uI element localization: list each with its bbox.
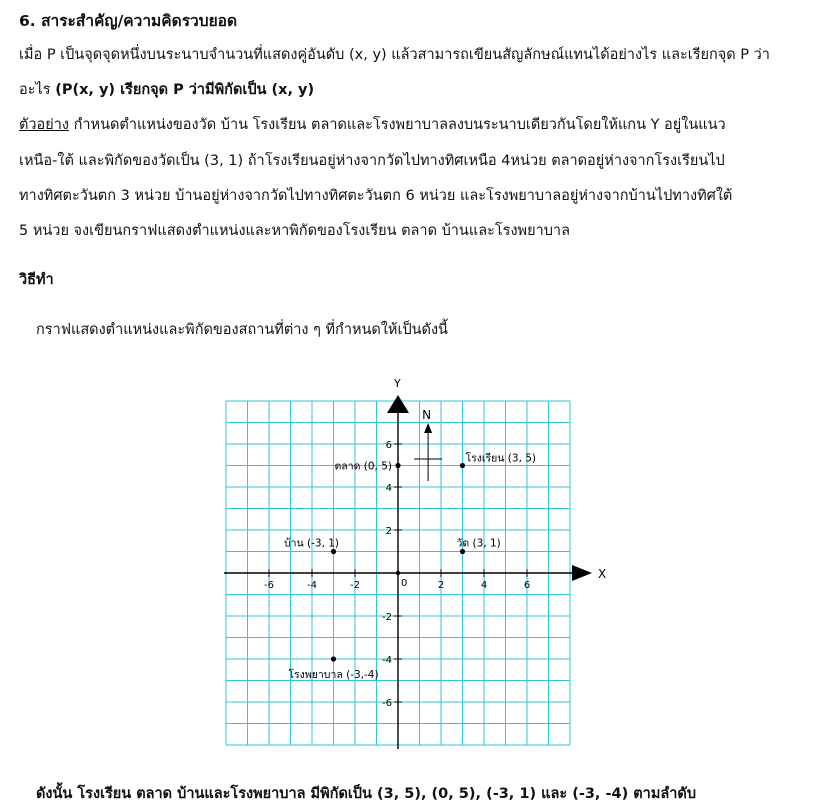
y-axis-arrow	[387, 395, 409, 413]
x-tick-label: -2	[350, 580, 360, 591]
north-label: N	[422, 408, 432, 423]
x-tick-label: -6	[264, 580, 274, 591]
point-label: บ้าน (-3, 1)	[283, 537, 340, 550]
origin-label: 0	[401, 578, 408, 589]
coordinate-definition: (P(x, y) เรียกจุด P ว่ามีพิกัดเป็น (x, y)	[55, 82, 315, 98]
point-label: โรงพยาบาล (-3,-4)	[288, 669, 379, 681]
y-axis-label: Y	[394, 377, 401, 390]
data-point	[460, 549, 465, 554]
y-tick-label: -4	[382, 655, 392, 666]
coordinate-plane	[220, 370, 607, 755]
example-label: ตัวอย่าง	[19, 117, 69, 133]
method-heading: วิธีทำ	[19, 272, 54, 288]
conclusion: ดังนั้น โรงเรียน ตลาด บ้านและโรงพยาบาล มีพิกัดเป็น (3, 5), (0, 5), (-3, 1) และ (-3, -4) ตามลำดับ	[36, 786, 697, 802]
point-label: ตลาด (0, 5)	[334, 460, 392, 473]
x-tick-label: -4	[307, 580, 317, 591]
graph-caption: กราฟแสดงตำแหน่งและพิกัดของสถานที่ต่าง ๆ ที่กำหนดให้เป็นดังนี้	[36, 322, 448, 338]
x-tick-label: 6	[523, 580, 531, 591]
data-point	[395, 463, 400, 468]
example-text-1: กำหนดตำแหน่งของวัด บ้าน โรงเรียน ตลาดและโรงพยาบาลลงบนระนาบเดียวกันโดยให้แกน Y อยู่ในแนว	[69, 117, 726, 133]
section-heading: 6. สาระสำคัญ/ความคิดรวบยอด	[19, 12, 238, 30]
y-tick-label: 6	[385, 440, 392, 451]
data-point	[331, 549, 336, 554]
y-tick-label: -6	[382, 698, 392, 709]
data-point	[331, 656, 336, 661]
intro-line-1: เมื่อ P เป็นจุดจุดหนึ่งบนระนาบจำนวนที่แสดงคู่อันดับ (x, y) แล้วสามารถเขียนสัญลักษณ์แทนได้อย่างไร และเรียกจุด P ว่า	[19, 47, 770, 63]
y-tick-label: 4	[385, 483, 392, 494]
data-point	[460, 463, 465, 468]
example-line-3: ทางทิศตะวันตก 3 หน่วย บ้านอยู่ห่างจากวัดไปทางทิศตะวันตก 6 หน่วย และโรงพยาบาลอยู่ห่างจากบ้านไปทางทิศใต้	[19, 188, 733, 204]
example-line-2: เหนือ-ใต้ และพิกัดของวัดเป็น (3, 1) ถ้าโรงเรียนอยู่ห่างจากวัดไปทางทิศเหนือ 4หน่วย ตลาดอยู่ห่างจากโรงเรียนไป	[19, 153, 725, 169]
plotted-points	[284, 452, 536, 682]
x-tick-label: 2	[437, 580, 445, 591]
origin-dot	[396, 571, 400, 575]
example-line-1	[19, 113, 726, 136]
compass-arrow	[424, 423, 432, 433]
x-axis-arrow	[572, 565, 592, 581]
intro-line-2	[19, 78, 314, 101]
intro-line-2-plain: อะไร	[19, 82, 56, 98]
example-line-4: 5 หน่วย จงเขียนกราฟแสดงตำแหน่งและหาพิกัดของโรงเรียน ตลาด บ้านและโรงพยาบาล	[19, 223, 570, 239]
y-tick-label: -2	[382, 612, 392, 623]
point-label: โรงเรียน (3, 5)	[465, 452, 537, 465]
north-compass	[414, 408, 442, 481]
x-tick-label: 4	[480, 580, 488, 591]
point-label: วัด (3, 1)	[456, 537, 501, 550]
x-axis-label: X	[598, 567, 607, 581]
y-tick-label: 2	[385, 526, 392, 537]
